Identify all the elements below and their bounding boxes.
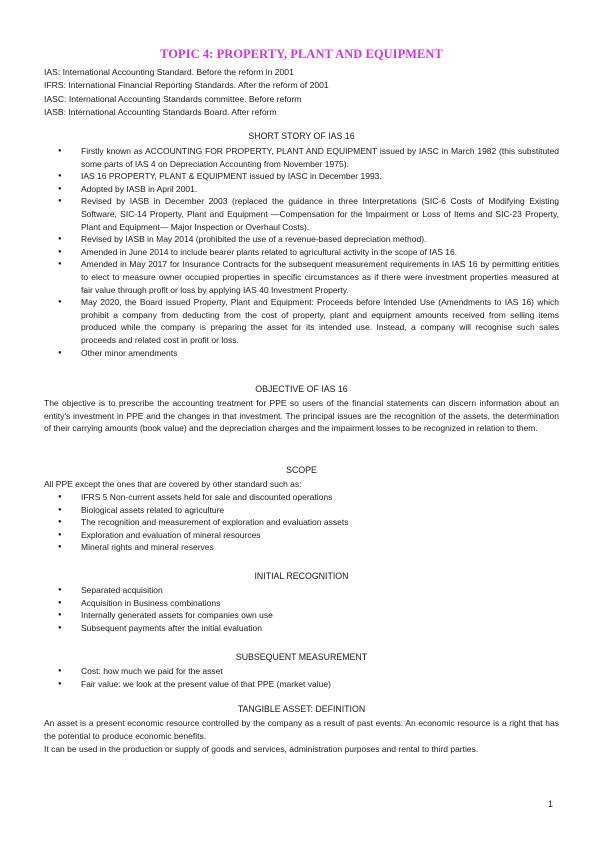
list-item: ● Acquisition in Business combinations xyxy=(44,597,559,610)
objective-heading: OBJECTIVE OF IAS 16 xyxy=(255,384,348,394)
list-item: ● Exploration and evaluation of mineral resources xyxy=(44,529,559,542)
definition-ifrs: IFRS: International Financial Reporting Standards. After the reform of 2001 xyxy=(44,80,329,91)
subsequent-measurement-list xyxy=(44,665,559,690)
list-item: ● Other minor amendments xyxy=(44,347,559,360)
list-item: ● Revised by IASB in December 2003 (replaced the guidance in three Interpretations (SIC-6 Costs of Modifying Existing Software, SIC-14 Property, Plant and Equipment —Compensation for the Impairment or Loss of Items and SIC-23 Property, Plant and Equipment— Major Inspection or Overhaul Costs). xyxy=(44,195,559,233)
list-item: ● Separated acquisition xyxy=(44,584,559,597)
list-item: ● May 2020, the Board issued Property, Plant and Equipment: Proceeds before Intended Use (Amendments to IAS 16) which prohibit a company from deducting from the cost of property, plant and equipment amounts received from selling items produced while the company is preparing the asset for its intended use. Instead, a company will recognise such sales proceeds and related cost in profit or loss. xyxy=(44,296,559,346)
list-item: ● IFRS 5 Non-current assets held for sale and discounted operations xyxy=(44,491,559,504)
page-number: 1 xyxy=(548,799,554,809)
page-title: TOPIC 4: PROPERTY, PLANT AND EQUIPMENT xyxy=(160,47,443,61)
scope-heading: SCOPE xyxy=(286,465,317,475)
initial-recognition-heading: INITIAL RECOGNITION xyxy=(254,571,349,581)
objective-text: The objective is to prescribe the accounting treatment for PPE so users of the financial statements can discern information about an entity's investment in PPE and the changes in that investment. The principal issues are the recognition of the assets, the determination of their carrying amounts (book value) and the depreciation charges and the impairment losses to be recognized in relation to them. xyxy=(44,398,559,434)
definition-ias: IAS: International Accounting Standard. Before the reform in 2001 xyxy=(44,67,294,77)
list-item: ● Subsequent payments after the initial evaluation xyxy=(44,622,559,635)
initial-recognition-list xyxy=(44,584,559,634)
short-story-heading: SHORT STORY OF IAS 16 xyxy=(248,131,355,141)
list-item: ● Amended in May 2017 for Insurance Contracts for the subsequent measurement requirements in IAS 16 by permitting entities to elect to measure owner occupied properties in specific circumstances as if there were investment properties measured at fair value through profit or loss by applying IAS 40 Investment Property. xyxy=(44,258,559,296)
short-story-list xyxy=(44,145,559,359)
tangible-asset-paragraph-2: It can be used in the production or supply of goods and services, administration purposes and rental to third parties. xyxy=(44,744,479,754)
list-item: ● Fair value: we look at the present value of that PPE (market value) xyxy=(44,678,559,691)
list-item: ● Mineral rights and mineral reserves xyxy=(44,541,559,554)
list-item: ● Firstly known as ACCOUNTING FOR PROPERTY, PLANT AND EQUIPMENT issued by IASC in March 1982 (this substituted some parts of IAS 4 on Depreciation Accounting from November 1975). xyxy=(44,145,559,170)
list-item: ● Biological assets related to agriculture xyxy=(44,504,559,517)
scope-list xyxy=(44,491,559,554)
definition-iasb: IASB: International Accounting Standards Board. After reform xyxy=(44,107,277,118)
tangible-asset-paragraph-1: An asset is a present economic resource controlled by the company as a result of past events. An economic resource is a right that has the potential to produce economic benefits. xyxy=(44,718,559,741)
subsequent-measurement-heading: SUBSEQUENT MEASUREMENT xyxy=(235,652,368,662)
list-item: ● Revised by IASB in May 2014 (prohibited the use of a revenue-based depreciation method). xyxy=(44,233,559,246)
list-item: ● IAS 16 PROPERTY, PLANT & EQUIPMENT issued by IASC in December 1993. xyxy=(44,170,559,183)
list-item: ● The recognition and measurement of exploration and evaluation assets xyxy=(44,516,559,529)
tangible-asset-heading: TANGIBLE ASSET: DEFINITION xyxy=(237,704,366,714)
definition-iasc: IASC: International Accounting Standards committee. Before reform xyxy=(44,93,302,104)
list-item: ● Cost: how much we paid for the asset xyxy=(44,665,559,678)
abbreviation-definitions xyxy=(44,66,559,120)
scope-intro: All PPE except the ones that are covered by other standard such as: xyxy=(44,479,302,489)
list-item: ● Internally generated assets for companies own use xyxy=(44,609,559,622)
list-item: ● Adopted by IASB in April 2001. xyxy=(44,183,559,196)
list-item: ● Amended in June 2014 to include bearer plants related to agricultural activity in the scope of IAS 16. xyxy=(44,246,559,259)
